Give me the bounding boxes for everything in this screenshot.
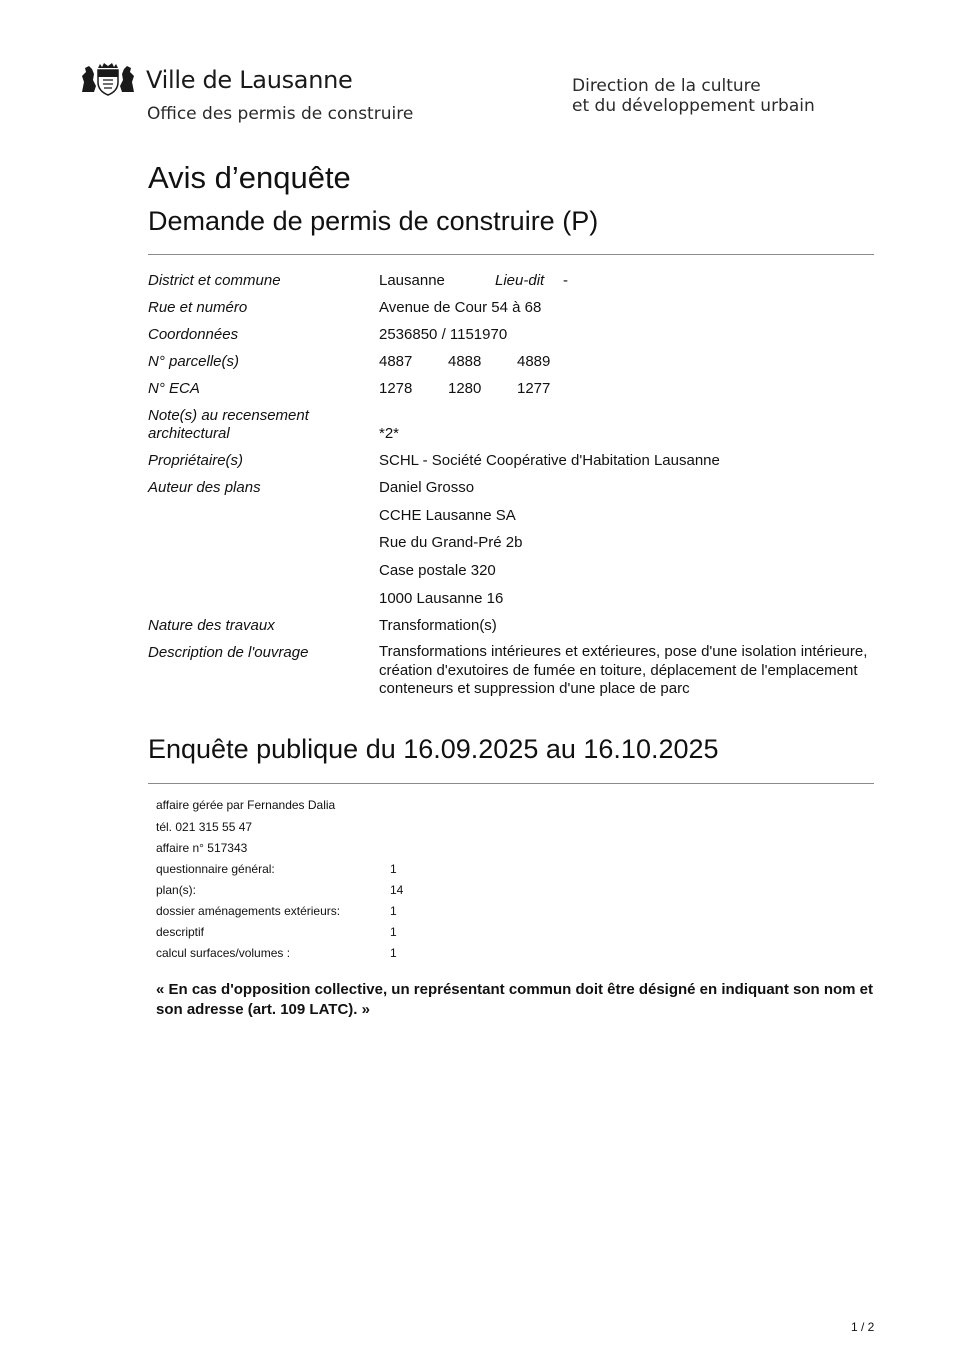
lieu-dit-label: Lieu-dit: [495, 272, 545, 289]
managed-by: affaire gérée par Fernandes Dalia: [156, 798, 336, 812]
parcel-value: 4889: [517, 353, 551, 370]
eca-value: 1278: [379, 380, 413, 397]
author-line: 1000 Lausanne 16: [379, 590, 504, 607]
document-label: calcul surfaces/volumes :: [156, 946, 291, 960]
description-value: Transformations intérieures et extérieures, pose d'une isolation intérieure, création d'exutoires de fumée en toiture, déplacement de l'emplacement conteneurs et suppression d'une place de parc: [379, 643, 868, 697]
document-count: 1: [390, 946, 397, 960]
notes-label-line-2: architectural: [148, 425, 230, 442]
document-label: dossier aménagements extérieurs:: [156, 904, 341, 918]
eca-value: 1280: [448, 380, 482, 397]
parcel-value: 4888: [448, 353, 482, 370]
eca-label: N° ECA: [148, 380, 200, 397]
department-line-2: et du développement urbain: [572, 96, 815, 116]
district-value: Lausanne: [379, 272, 445, 289]
coordinates-label: Coordonnées: [148, 326, 239, 343]
description-label: Description de l'ouvrage: [148, 644, 309, 661]
parcels-label: N° parcelle(s): [148, 353, 240, 370]
coordinates-value: 2536850 / 1151970: [379, 326, 508, 343]
document-count: 1: [390, 925, 397, 939]
document-count: 1: [390, 862, 397, 876]
notes-value: *2*: [379, 425, 400, 442]
notes-label-line-1: Note(s) au recensement: [148, 407, 309, 424]
parcel-value: 4887: [379, 353, 413, 370]
author-line: Daniel Grosso: [379, 479, 475, 496]
street-label: Rue et numéro: [148, 299, 248, 316]
document-label: plan(s):: [156, 883, 197, 897]
document-label: descriptif: [156, 925, 205, 939]
street-value: Avenue de Cour 54 à 68: [379, 299, 542, 316]
eca-value: 1277: [517, 380, 551, 397]
department-line-1: Direction de la culture: [572, 76, 761, 96]
nature-label: Nature des travaux: [148, 617, 275, 634]
city-coat-of-arms-icon: [80, 62, 136, 96]
lieu-dit-value: -: [563, 272, 568, 289]
phone: tél. 021 315 55 47: [156, 820, 253, 834]
author-label: Auteur des plans: [148, 479, 261, 496]
document-count: 14: [390, 883, 404, 897]
page-title: Avis d’enquête: [148, 160, 351, 195]
opposition-notice: « En cas d'opposition collective, un représentant commun doit être désigné en indiquant son nom et son adresse (art. 109 LATC). »: [156, 981, 874, 1018]
author-line: Case postale 320: [379, 562, 496, 579]
owner-value: SCHL - Société Coopérative d'Habitation Lausanne: [379, 452, 720, 469]
nature-value: Transformation(s): [379, 617, 497, 634]
owner-label: Propriétaire(s): [148, 452, 244, 469]
district-label: District et commune: [148, 272, 281, 289]
office-name: Office des permis de construire: [147, 104, 414, 124]
department: [572, 76, 815, 116]
org-name: Ville de Lausanne: [146, 66, 353, 94]
document-label: questionnaire général:: [156, 862, 275, 876]
divider: [148, 254, 874, 255]
author-line: CCHE Lausanne SA: [379, 507, 516, 524]
divider: [148, 783, 874, 784]
document-count: 1: [390, 904, 397, 918]
author-line: Rue du Grand-Pré 2b: [379, 534, 523, 551]
enquete-title: Enquête publique du 16.09.2025 au 16.10.2025: [148, 734, 719, 764]
page-subtitle: Demande de permis de construire (P): [148, 206, 599, 236]
case-number: affaire n° 517343: [156, 841, 248, 855]
page-number: 1 / 2: [851, 1320, 875, 1334]
